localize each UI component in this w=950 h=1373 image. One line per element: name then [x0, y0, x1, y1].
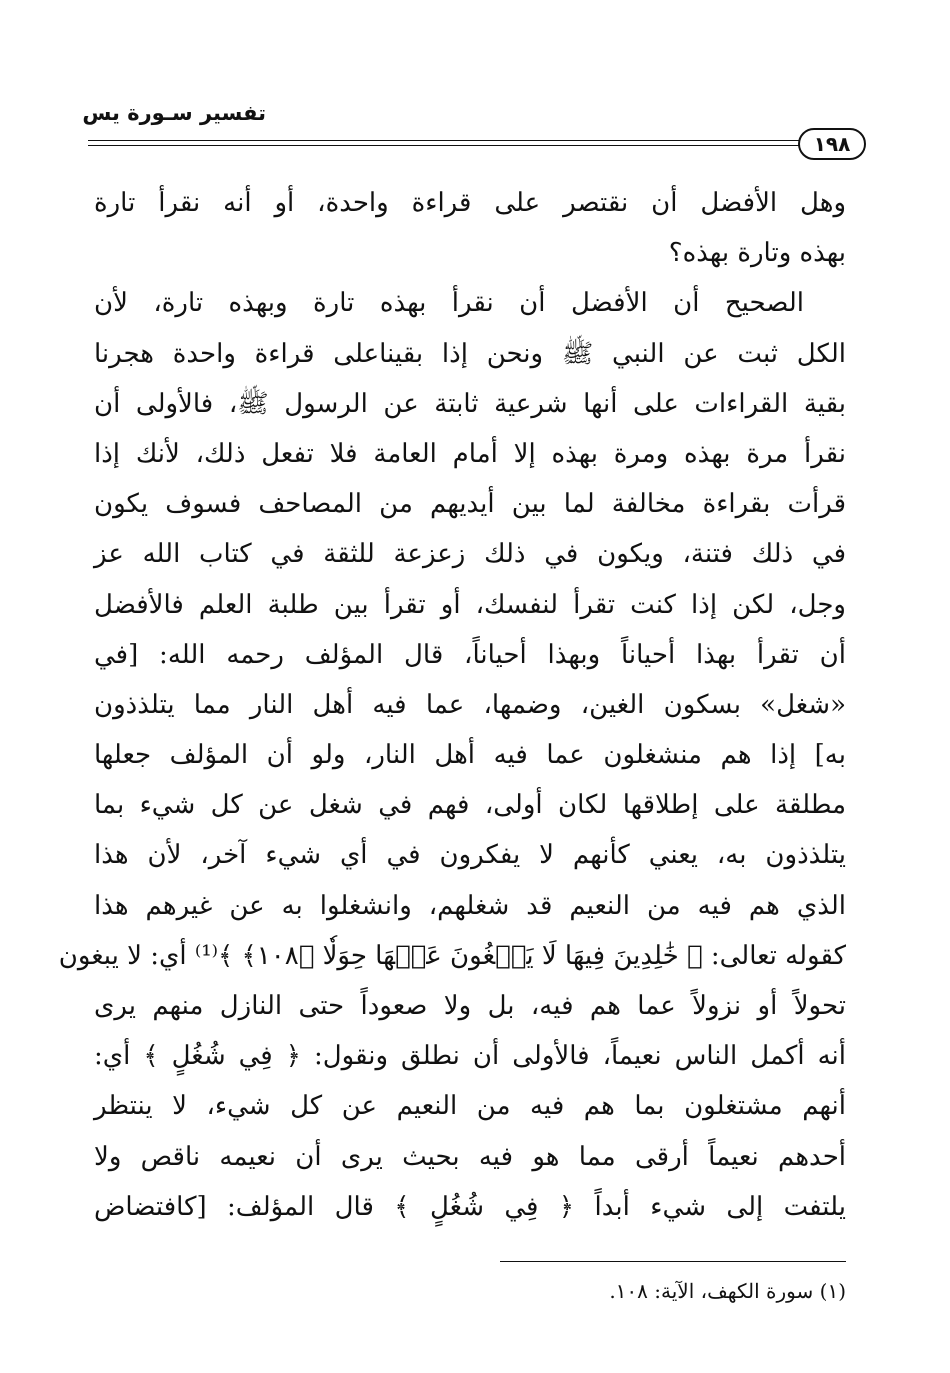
running-title: تفسير سـورة يس [82, 101, 266, 125]
text-line: بهذه وتارة بهذه؟ [668, 238, 846, 269]
text-line: الصحيح أن الأفضل أن نقرأ بهذه تارة وبهذه تارة، لأن [94, 288, 804, 319]
text-line: كقوله تعالى: ﴿ خَٰلِدِينَ فِيهَا لَا يَبۡغُونَ عَنۡهَا حِوَلٗا ﴿١٠٨﴾ ﴾⁽¹⁾ أي: لا يبغون [58, 940, 846, 971]
text-line: أنه أكمل الناس نعيماً، فالأولى أن نطلق ونقول: ﴿ فِي شُغُلٍ ﴾ أي: [94, 1041, 846, 1072]
text-line: يتلذذون به، يعني كأنهم لا يفكرون في أي شيء آخر، لأن هذا [94, 840, 846, 871]
text-line: «شغل» بسكون الغين، وضمها، عما فيه أهل النار مما يتلذذون [94, 689, 846, 720]
text-line: به] إذا هم منشغلون عما فيه أهل النار، ولو أن المؤلف جعلها [94, 740, 846, 771]
text-line: أن تقرأ بهذا أحياناً وبهذا أحياناً، قال المؤلف رحمه الله: [في [94, 639, 846, 670]
text-line: أحدهم نعيماً أرقى مما هو فيه بحيث يرى أن نعيمه ناقص ولا [94, 1141, 846, 1172]
text-line: وهل الأفضل أن نقتصر على قراءة واحدة، أو أنه نقرأ تارة [94, 188, 846, 218]
text-line: نقرأ مرة بهذه ومرة بهذه إلا أمام العامة فلا تفعل ذلك، لأنك إذا [94, 438, 846, 469]
text-line: الكل ثبت عن النبي ﷺ ونحن إذا بقيناعلى قراءة واحدة هجرنا [94, 338, 846, 369]
text-line: الذي هم فيه من النعيم قد شغلهم، وانشغلوا به عن غيرهم هذا [94, 890, 846, 921]
footnote-rule [500, 1261, 846, 1262]
body-text [58, 178, 846, 1232]
header-rule-line-top [88, 140, 800, 141]
text-line: بقية القراءات على أنها شرعية ثابتة عن الرسول ﷺ، فالأولى أن [94, 388, 846, 419]
text-line: يلتفت إلى شيء أبداً ﴿ فِي شُغُلٍ ﴾ قال المؤلف: [كافتضاض [94, 1191, 846, 1222]
page-number: ١٩٨ [798, 128, 866, 160]
text-line: وجل، لكن إذا كنت تقرأ لنفسك، أو تقرأ بين طلبة العلم فالأفضل [94, 589, 846, 620]
header-rule [88, 131, 800, 161]
footnote: (١) سورة الكهف، الآية: ١٠٨. [609, 1279, 846, 1303]
text-line: قرأت بقراءة مخالفة لما بين أيديهم من المصاحف فسوف يكون [94, 489, 846, 520]
text-line: في ذلك فتنة، ويكون في ذلك زعزعة للثقة في كتاب الله عز [94, 539, 846, 570]
header-rule-line-bottom [88, 145, 800, 146]
text-line: أنهم مشتغلون بما هم فيه من النعيم عن كل شيء، لا ينتظر [94, 1091, 846, 1122]
text-line: مطلقة على إطلاقها لكان أولى، فهم في شغل عن كل شيء بما [94, 790, 846, 821]
text-line: تحولاً أو نزولاً عما هم فيه، بل ولا صعوداً حتى النازل منهم يرى [94, 991, 846, 1021]
